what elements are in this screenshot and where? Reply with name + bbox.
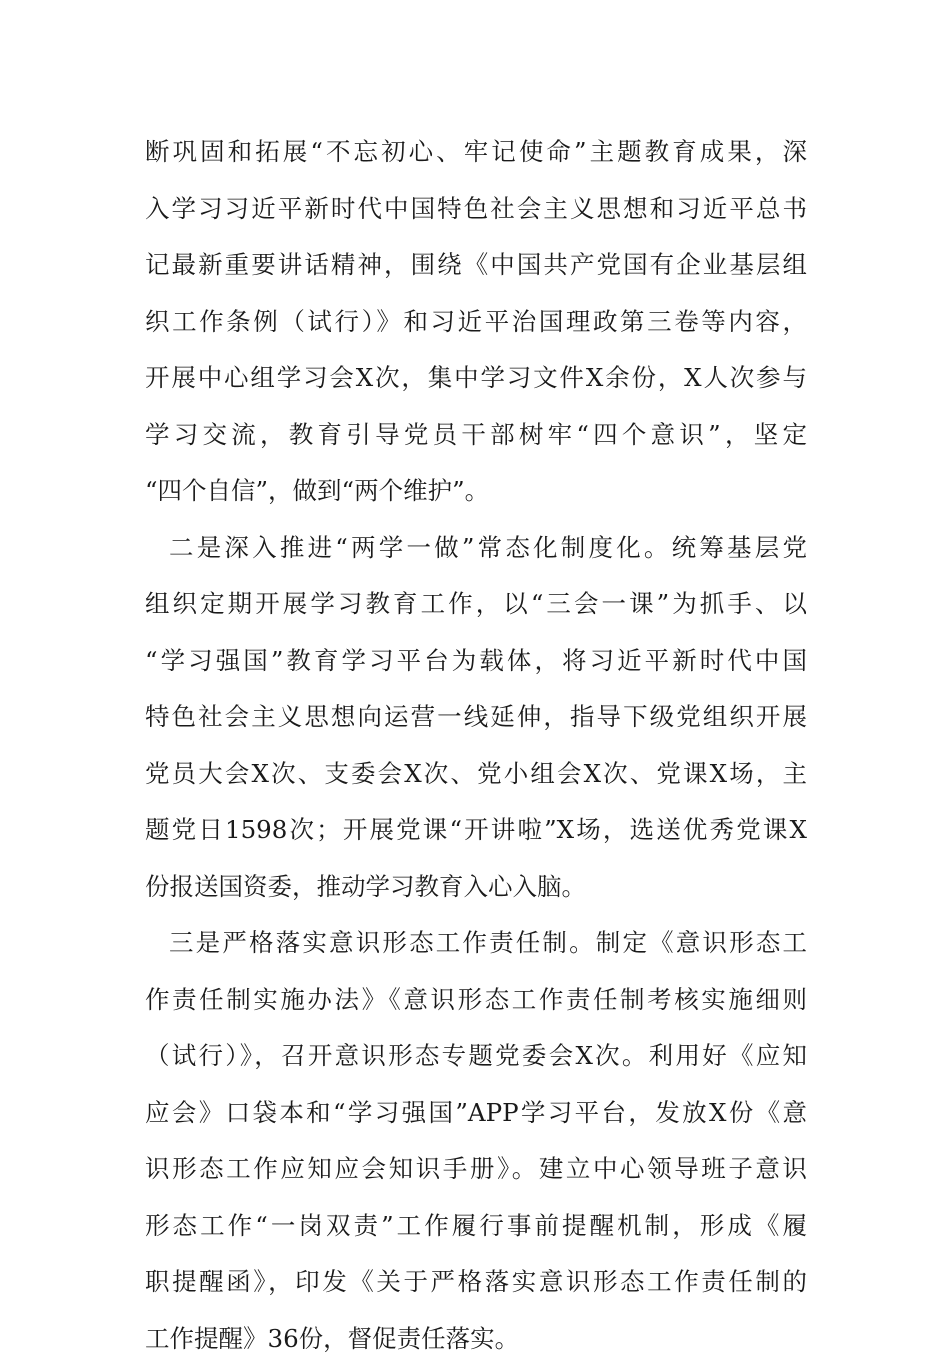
text-line: （试行）》，召开意识形态专题党委会X次。利用好《应知 — [145, 1028, 807, 1085]
text-line: 形态工作“一岗双责”工作履行事前提醒机制，形成《履 — [145, 1198, 807, 1255]
text-line: 学习交流，教育引导党员干部树牢“四个意识”，坚定 — [145, 407, 807, 464]
text-line: 织工作条例（试行）》和习近平治国理政第三卷等内容， — [145, 294, 807, 351]
text-line: 份报送国资委，推动学习教育入心入脑。 — [145, 859, 807, 916]
text-line: 断巩固和拓展“不忘初心、牢记使命”主题教育成果，深 — [145, 124, 807, 181]
document-body — [145, 124, 807, 1367]
text-line: 应会》口袋本和“学习强国”APP学习平台，发放X份《意 — [145, 1085, 807, 1142]
text-line: 职提醒函》，印发《关于严格落实意识形态工作责任制的 — [145, 1254, 807, 1311]
paragraph-start-line: 三是严格落实意识形态工作责任制。制定《意识形态工 — [145, 915, 807, 972]
text-line: 识形态工作应知应会知识手册》。建立中心领导班子意识 — [145, 1141, 807, 1198]
paragraph-start-line: 二是深入推进“两学一做”常态化制度化。统筹基层党 — [145, 520, 807, 577]
text-line: “学习强国”教育学习平台为载体，将习近平新时代中国 — [145, 633, 807, 690]
text-line: 特色社会主义思想向运营一线延伸，指导下级党组织开展 — [145, 689, 807, 746]
text-line: 党员大会X次、支委会X次、党小组会X次、党课X场，主 — [145, 746, 807, 803]
text-line: 入学习习近平新时代中国特色社会主义思想和习近平总书 — [145, 181, 807, 238]
text-line: 记最新重要讲话精神，围绕《中国共产党国有企业基层组 — [145, 237, 807, 294]
text-line: 开展中心组学习会X次，集中学习文件X余份，X人次参与 — [145, 350, 807, 407]
text-line: 组织定期开展学习教育工作，以“三会一课”为抓手、以 — [145, 576, 807, 633]
text-line: 作责任制实施办法》《意识形态工作责任制考核实施细则 — [145, 972, 807, 1029]
text-line: 工作提醒》36份，督促责任落实。 — [145, 1311, 807, 1367]
text-line: “四个自信”，做到“两个维护”。 — [145, 463, 807, 520]
text-line: 题党日1598次；开展党课“开讲啦”X场，选送优秀党课X — [145, 802, 807, 859]
